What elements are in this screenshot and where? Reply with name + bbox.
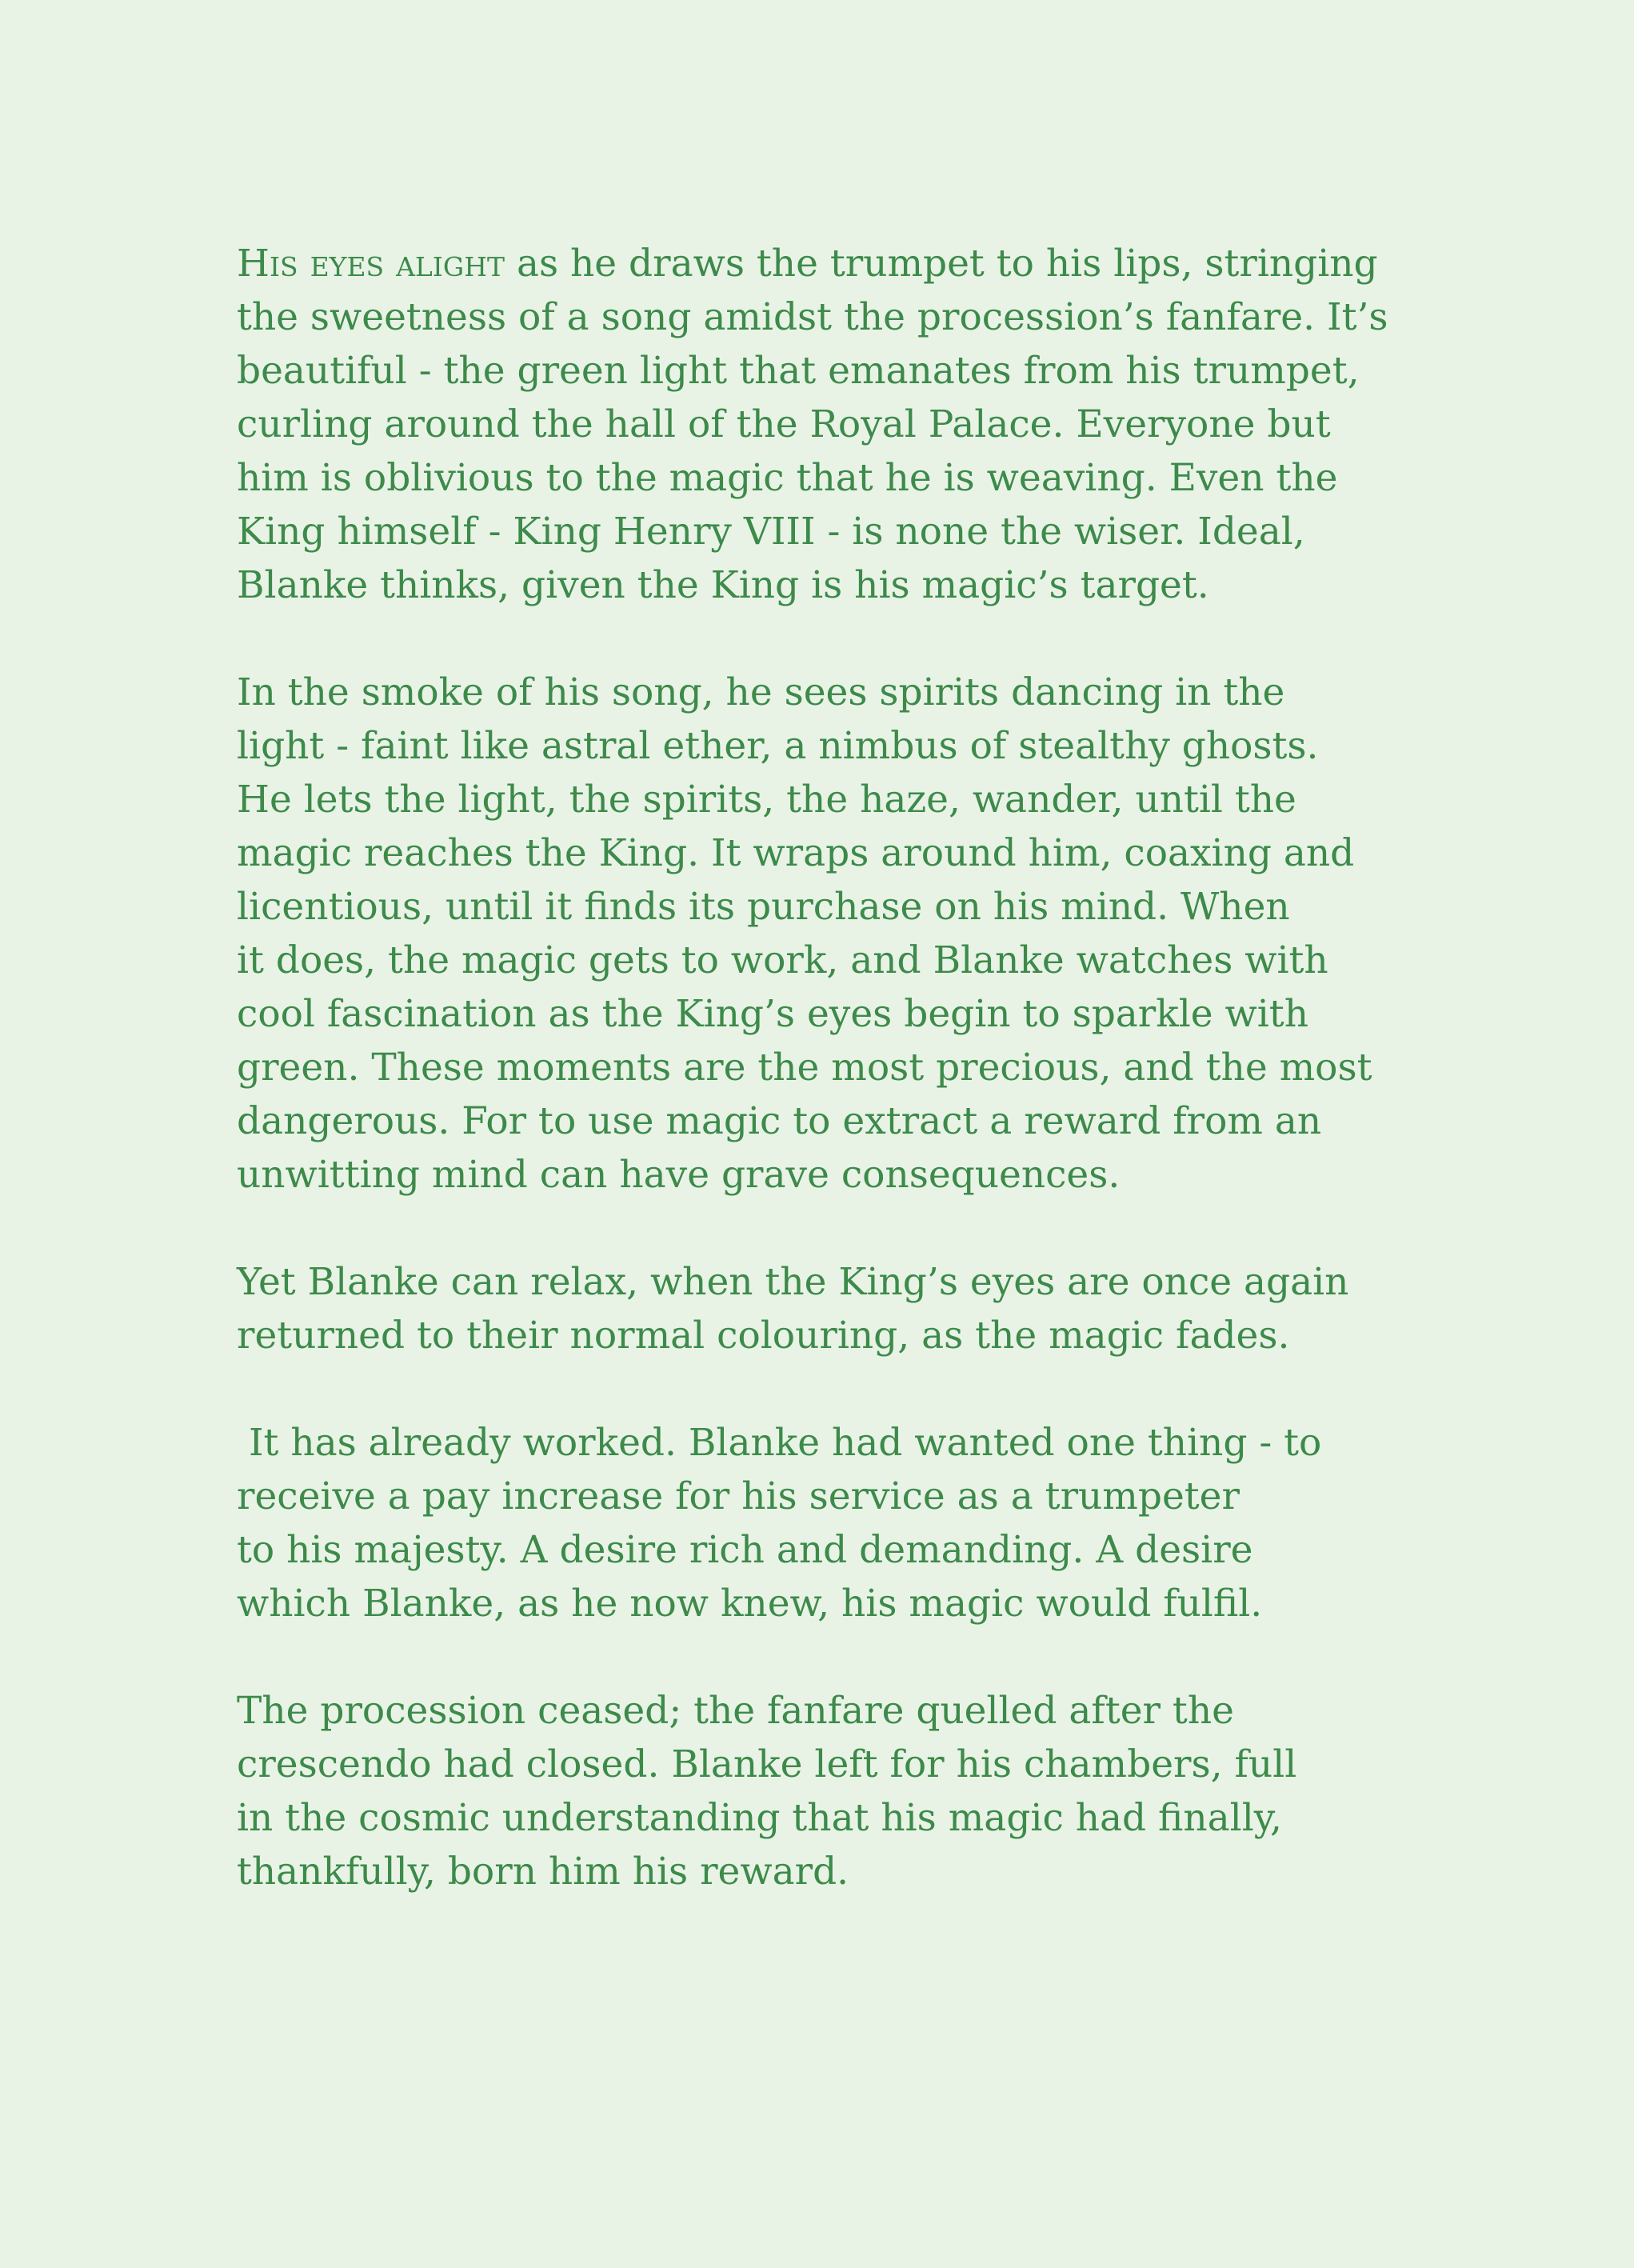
story-line: him is oblivious to the magic that he is weaving. Even the [237, 456, 1338, 500]
lead-in-small-caps: His eyes alight [237, 242, 505, 286]
story-line: unwitting mind can have grave consequences. [237, 1153, 1121, 1197]
story-line: His eyes alight as he draws the trumpet to his lips, stringing [237, 242, 1378, 286]
story-line: He lets the light, the spirits, the haze, wander, until the [237, 778, 1296, 822]
story-line: beautiful - the green light that emanates from his trumpet, [237, 349, 1360, 393]
story-line: Blanke thinks, given the King is his magic’s target. [237, 563, 1209, 607]
story-line: licentious, until it finds its purchase on his mind. When [237, 885, 1290, 929]
story-line: in the cosmic understanding that his magic had finally, [237, 1796, 1282, 1840]
story-line: magic reaches the King. It wraps around him, coaxing and [237, 831, 1355, 875]
story-line: cool fascination as the King’s eyes begin to sparkle with [237, 992, 1308, 1036]
story-line: thankfully, born him his reward. [237, 1850, 849, 1894]
story-line: it does, the magic gets to work, and Blanke watches with [237, 938, 1328, 982]
story-paragraph-3 [237, 1255, 1388, 1362]
story-paragraph-5 [237, 1684, 1388, 1898]
story-line: crescendo had closed. Blanke left for his chambers, full [237, 1742, 1297, 1786]
story-line: receive a pay increase for his service as a trumpeter [237, 1474, 1240, 1518]
story-line: dangerous. For to use magic to extract a reward from an [237, 1099, 1322, 1143]
story-line: Yet Blanke can relax, when the King’s eyes are once again [237, 1260, 1349, 1304]
story-paragraph-2 [237, 666, 1388, 1202]
story-line: curling around the hall of the Royal Palace. Everyone but [237, 402, 1331, 446]
story-line: It has already worked. Blanke had wanted one thing - to [237, 1421, 1322, 1465]
story-line: which Blanke, as he now knew, his magic would fulfil. [237, 1582, 1263, 1626]
story-line: light - faint like astral ether, a nimbus of stealthy ghosts. [237, 724, 1319, 768]
story-line: King himself - King Henry VIII - is none the wiser. Ideal, [237, 510, 1305, 554]
story-paragraph-1 [237, 237, 1388, 612]
story-line: returned to their normal colouring, as the magic fades. [237, 1314, 1290, 1358]
story-paragraph-4 [237, 1416, 1388, 1630]
story-line: The procession ceased; the fanfare quelled after the [237, 1689, 1234, 1733]
story-page [237, 237, 1388, 1952]
story-line: to his majesty. A desire rich and demanding. A desire [237, 1528, 1253, 1572]
story-line: In the smoke of his song, he sees spirits dancing in the [237, 670, 1285, 714]
story-line: green. These moments are the most precious, and the most [237, 1046, 1372, 1090]
story-line: the sweetness of a song amidst the procession’s fanfare. It’s [237, 295, 1388, 339]
